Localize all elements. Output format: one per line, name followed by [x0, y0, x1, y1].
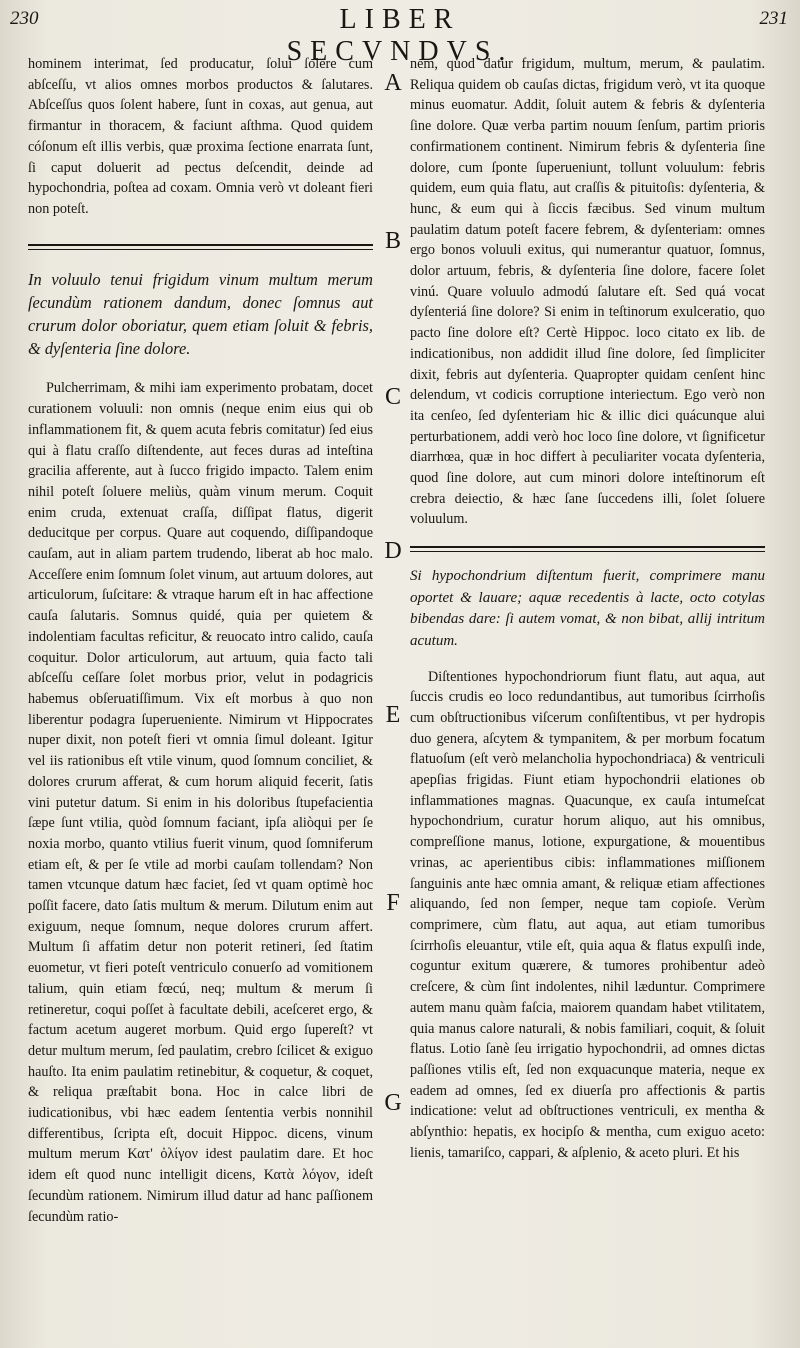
right-column — [410, 54, 765, 1163]
running-title: LIBER SECVNDVS. — [286, 4, 514, 67]
section-divider — [28, 244, 373, 246]
margin-letter-d: D — [384, 538, 402, 564]
left-commentary: Pulcherrimam, & mihi iam experimento probatam, docet curationem voluuli: non omnis (neque enim eius qui ob inflammationem fit, & quem acuta febris comitatur) ſed eius qui à flatu craſſo diſtendente, aut feces duras ad inteſtina gracilia afferente, aut à ſucco frigido impacto. Talem enim nihil poteſt ſoluere meliùs, quàm vinum merum. Coquit enim cruda, extenuat craſſa, diſſipat flatus, digerit deducitque per corpus. Quare aut coquendo, diſſipandoque cauſam, aut in aliam partem trudendo, liberat ab hoc malo. Acceſſere enim ſomnum ſolet vinum, aut artuum dolores, aut articulorum, ſuſcitare: & vtraque harum eſt in hac affectione cauſa ſalutaris. Somnus quidé, quia per quietem & indolentiam facultas reficitur, & reuocato intro calido, cauſa coquitur. Dolor articulorum, aut artuum, quia facto tali abſceſſu ceſſare ſolet morbus prior, velut in podagricis habemus obſeruatiſſimum. Vix eſt morbus à quo non liberentur podagra ſuperuenientе. Nimirum vt Hippocrates nuper dixit, non poteſt fieri vt omnia ſimul doleant. Igitur vel iis rationibus eſt vtile vinum, quod ſomnum conciliet, & dolores crurum afferat, & cum horum aliquid fecerit, ſatis vini putetur datum. Si enim in his doloribus ſtupefacientia ſæpe ſunt vtilia, quòd ſomnum faciant, ipſa aliòqui per ſe noxia morbo, quanto vtilius fuerit vinum, quod ſomniferum etiam eſt, & per ſe vtile ad morbi cauſam tollendam? Non tamen vtcunque datum hæc faciet, ſed vt quam optimè hoc poſſit facere, dato ſatis multum & merum. Dilutum enim aut exiguum, neque ſomnum, neque dolores crurum affert. Multum ſi affatim detur non poterit retineri, ſed ſtatim euometur, vt fieri poteſt ventriculo conuerſo ad vomitionem talium, quin etiam fœcú, neq; multum & merum ſi retineretur, coqui poſſet à facultate debili, aceſceret ergo, & factum acetum augeret morbum. Quid ergo ſupereſt? vt detur multum merum, ſed paulatim, crebro ſcilicet & exiguo hauſto. Ita enim paulatim retinebitur, & coquetur, & coquet, & reliqua præſtabit bona. Hoc in calce libri de iudicationibus, vbi hæc eadem ſententia verbis nonnihil differentibus, ſcripta eſt, docuit Hippoc. dicens, vinum multum merum Κατ' ὀλίγον idest paulatim dare. Et hoc idem eſt quod nunc intelligit dicens, Κατὰ λόγον, ideſt ſecundùm rationem. Nimirum illud datur ad hanc paſſionem ſecundùm ratio- — [28, 380, 373, 1225]
left-lemma: In voluulo tenui frigidum vinum multum merum ſecundùm rationem dandum, donec ſomnus aut crurum dolor oboriatur, quem etiam ſoluit & febris, & dyſenteria ſine dolore. — [28, 269, 373, 359]
margin-letter-a: A — [384, 70, 402, 96]
right-page-number: 231 — [759, 8, 788, 29]
margin-letter-e: E — [385, 702, 401, 728]
margin-letter-g: G — [384, 1090, 402, 1116]
right-continuation: nem, quod datur frigidum, multum, merum, & paulatim. Reliqua quidem ob cauſas dictas, frigidum verò, vt ita quoque minus euomatur. Addit, ſoluit autem & febris & dyſenteria ſine dolore. Quæ verba partim nouum ſenſum, partim prioris confirmationem continent. Nimirum febris & dyſenteria ſine dolore, cum ſponte ſuperueniunt, tollunt voluulum: febris quidem, eum quia flatu, aut craſſis & pituitoſis: dyſenteria, & hunc, & eum qui à ſiccis fæcibus. Sed vinum multum paulatim datum poteſt facere febrem, & dyſenteriam: omnes ergo bonos voluuli exitus, qui numerantur quatuor, ſomnus, dolor artuum, febris, & dyſenteria ſine dolore, facere ſolet vinú. Quare voluulo admodú ſalutare eſt. Sed quá vocat dyſenteriá ſine dolore? Si enim in teſtinorum exulceratio, quo pacto ſine dolore eſt? Certè Hippoc. loco citato ex lib. de indicationibus, non addidit illud ſine dolore, ſed ſimpliciter dixit, febris aut dyſenteria. Quapropter quidam cenſent hinc delendum, vt codicis corruptione interiectum. Ego verò non ita cenſeo, ſed dyſenteriam hic & illic dici quácunque alui perturbationem, addi verò hoc loco ſine dolore, vt ſignificetur diarrhœa, quæ in hoc differt à peculiariter vocata dyſenteria, quod ſine dolore, aut cum minori dolore inteſtinorum eſt crebra deiectio, & hæc ſane ſuccedens illi, ſolet ſoluere voluulum. — [410, 56, 765, 528]
right-lemma: Si hypochondrium diſtentum fuerit, comprimere manu oportet & lauare; aquæ recedentis à lacte, octo cotylas bibendas dare: ſi autem vomat, & non bibat, allij intritum acutum. — [410, 568, 765, 649]
left-page-number: 230 — [10, 8, 39, 29]
left-column — [28, 54, 373, 1227]
page-header — [0, 2, 800, 67]
left-intro-paragraph: hominem interimat, ſed producatur, ſolui ſolere cum abſceſſu, vt alios omnes morbos productos & ſalutares. Abſceſſus quos ſolent habere, ſunt in coxas, aut genua, aut firmantur in thoracem, & faciunt aſthma. Quod quidem cóſonum eſt illis verbis, quæ proxima ſectione enarrata ſunt, ſi caput doluerit ad pectus deſcendit, deinde ad hypochondria, poſtea ad coxam. Omnia verò vt doleant fieri non poteſt. — [28, 56, 373, 217]
right-commentary: Diſtentiones hypochondriorum fiunt flatu, aut aqua, aut ſuccis crudis eo loco redundantibus, aut tumoribus ſcirrhoſis cum obſtructionibus viſcerum conſiſtentibus, vt per hydropis duo genera, aſcytem & tympanitem, & per morbum focatum flatuoſum (eſt verò melancholia hypochondriaca) & ventriculi apepſias frigidas. Fiunt etiam hypochondrii elationes ob inflammationes magnas. Quacunque, ex cauſa intumeſcat hypochondrium, curatur horum aliquo, aut his omnibus, compreſſione manus, lotione, expurgatione, & mouentibus vrinas, ac aperientibus cibis: inflammationes miſſionem ſanguinis ante hæc omnia amant, & reliquæ etiam affectiones aliquando, ſed non ſemper, neque tam copioſe. Verùm comprimere, cùm flatu, aut aqua, aut etiam tumoribus ſcirrhoſis eleuantur, vtile eſt, quia aqua & flatus expulſi inde, coguntur exitum quærere, & tumores prohibentur adeò creſcere, & cùm ſint indolentes, nihil læduntur. Comprimere autem manu quàm faſcia, maiorem quandam habet vtilitatem, quia manus calore naturali, & nobis familiari, coquit, & ſoluit flatus. Lotio ſanè ſeu irrigatio hypochondrii, ad omnes dictas paſſiones vtilis eſt, ſed non exquacunque materia, neque ex eadem ad omnes, ſed ex diuerſa pro affectionis & partis indicatione: velut ad obſtructiones ventriculi, ex mentha & abſynthio: hepatis, ex hocipſo & mentha, cum exiguo aceto: lienis, tamariſco, cappari, & aſplenio, & aceto pluri. Et his — [410, 668, 765, 1161]
margin-letter-b: B — [384, 228, 401, 254]
margin-letter-f: F — [386, 890, 400, 916]
margin-letter-c: C — [384, 384, 401, 410]
section-divider — [410, 546, 765, 548]
